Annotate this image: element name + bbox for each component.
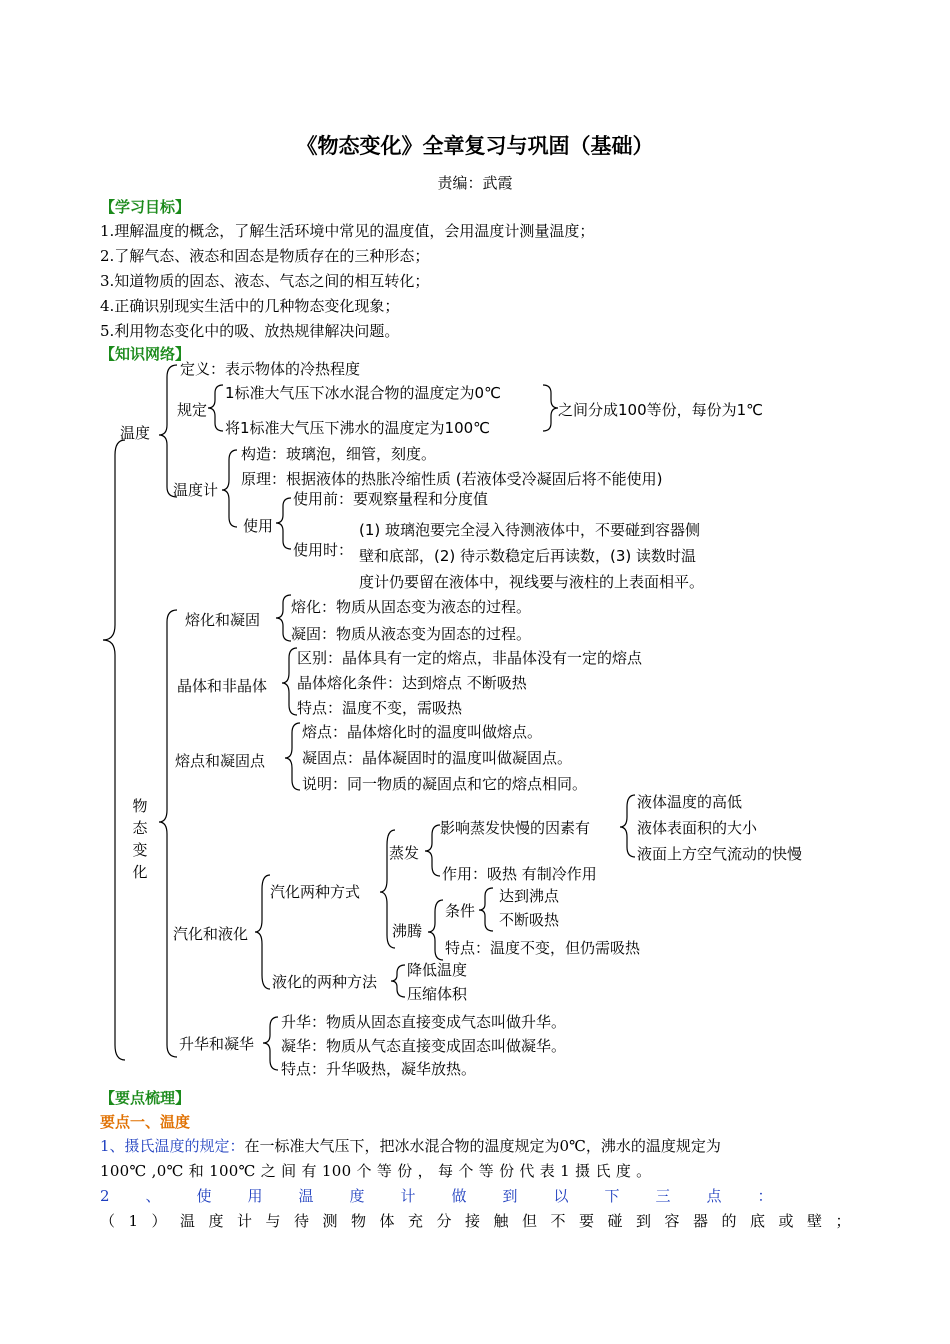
node-fangfa-1: 降低温度 (407, 961, 468, 979)
node-rongdian: 熔点：晶体熔化时的温度叫做熔点。 (302, 723, 543, 741)
brace-lines (95, 355, 855, 1080)
node-tedian-ft: 特点：温度不变，但仍需吸热 (445, 939, 641, 957)
node-guiding-result: 之间分成100等份，每份为1℃ (558, 401, 764, 419)
goal-item-2: 2.了解气态、液态和固态是物质存在的三种形态； (100, 247, 430, 265)
goal-item-1 (100, 220, 848, 241)
point2-item1: （1）温度计与待测物体充分接触但不要碰到容器的底或壁； (100, 1212, 865, 1230)
author: 责编：武霞 (437, 174, 513, 192)
node-ningudian: 凝固点：晶体凝固时的温度叫做凝固点。 (302, 749, 573, 767)
node-shenghua-ninghua: 升华和凝华 (179, 1035, 255, 1053)
goals-heading: 【学习目标】 (100, 198, 191, 216)
network-heading: 【知识网络】 (100, 345, 191, 363)
page-title: 《物态变化》全章复习与巩固（基础） (296, 134, 654, 158)
node-wendu-def: 定义：表示物体的冷热程度 (180, 360, 361, 378)
node-fangfa-2: 压缩体积 (407, 985, 468, 1003)
node-shuoming: 说明：同一物质的凝固点和它的熔点相同。 (302, 775, 588, 793)
node-tedian-jt: 特点：温度不变，需吸热 (297, 699, 463, 717)
node-wendu: 温度 (120, 424, 151, 442)
node-tiaojian: 条件 (445, 902, 476, 920)
goal-item-5: 5.利用物态变化中的吸、放热规律解决问题。 (100, 322, 400, 340)
node-yinsu-1: 液体温度的高低 (637, 793, 743, 811)
point1-title: 要点一、温度 (100, 1113, 191, 1131)
goal-item-4: 4.正确识别现实生活中的几种物态变化现象； (100, 297, 400, 315)
knowledge-map (95, 355, 855, 1080)
point1-rule-label: 1、摄氏温度的规定： (100, 1137, 245, 1155)
goal-item-3: 3.知道物质的固态、液态、气态之间的相互转化； (100, 272, 430, 290)
node-yehua-fangfa: 液化的两种方法 (272, 973, 378, 991)
node-feiteng: 沸腾 (392, 922, 423, 940)
point1-rule-text: 在一标准大气压下，把冰水混合物的温度规定为0℃，沸水的温度规定为 (244, 1137, 721, 1155)
node-qihua-yehua: 汽化和液化 (173, 925, 249, 943)
node-ronghua-ningu: 熔化和凝固 (185, 611, 261, 629)
node-guiding-2: 将1标准大气压下沸水的温度定为100℃ (225, 419, 491, 437)
point1-rule-line2: 100℃ ,0℃ 和 100℃ 之 间 有 100 个 等 份 ， 每 个 等 份 代 表 1 摄 氏 度 。 (100, 1162, 652, 1180)
node-tiaojian-jt: 晶体熔化条件：达到熔点 不断吸热 (297, 674, 527, 692)
goal-text-1: 1.理解温度的概念，了解生活环境中常见的温度值，会用温度计测量温度； (100, 222, 595, 240)
node-tedian-sh: 特点：升华吸热，凝华放热。 (281, 1060, 477, 1078)
node-ronghua: 熔化：物质从固态变为液态的过程。 (291, 598, 532, 616)
node-tiaojian-1: 达到沸点 (499, 887, 560, 905)
node-yinsu-2: 液体表面积的大小 (637, 819, 758, 837)
node-wenduji: 温度计 (173, 481, 219, 499)
point2-label: 2、使用温度计做到以下三点： (100, 1187, 809, 1205)
node-qihua-fangshi: 汽化两种方式 (270, 883, 361, 901)
node-gouzao: 构造：玻璃泡，细管，刻度。 (241, 445, 437, 463)
node-zuoyong: 作用：吸热 有制冷作用 (442, 865, 597, 883)
node-qubie: 区别：晶体具有一定的熔点，非晶体没有一定的熔点 (297, 649, 643, 667)
node-guiding: 规定 (177, 401, 208, 419)
node-shenghua: 升华：物质从固态直接变成气态叫做升华。 (281, 1013, 567, 1031)
node-tiaojian-2: 不断吸热 (499, 911, 560, 929)
node-rongdian-ningudian: 熔点和凝固点 (175, 752, 266, 770)
node-shiyong-qian: 使用前：要观察量程和分度值 (293, 490, 489, 508)
node-ninghua: 凝华：物质从气态直接变成固态叫做凝华。 (281, 1037, 567, 1055)
points-heading: 【要点梳理】 (100, 1089, 191, 1107)
point1-rule (100, 1135, 721, 1156)
node-shiyong: 使用 (243, 517, 274, 535)
node-wutai: 物态变化 (132, 797, 148, 881)
node-yuanli: 原理：根据液体的热胀冷缩性质 (若液体受冷凝固后将不能使用) (241, 470, 663, 488)
node-shiyong-shi-3: 度计仍要留在液体中，视线要与液柱的上表面相平。 (359, 573, 705, 591)
node-yinsu-3: 液面上方空气流动的快慢 (637, 845, 803, 863)
node-ningu: 凝固：物质从液态变为固态的过程。 (291, 625, 532, 643)
node-guiding-1: 1标准大气压下冰水混合物的温度定为0℃ (225, 384, 501, 402)
node-jingti: 晶体和非晶体 (177, 677, 268, 695)
node-shiyong-shi-1: (1) 玻璃泡要完全浸入待测液体中，不要碰到容器侧 (359, 521, 701, 539)
node-yingxiang: 影响蒸发快慢的因素有 (440, 819, 591, 837)
node-shiyong-shi-2: 壁和底部，(2) 待示数稳定后再读数，(3) 读数时温 (359, 547, 697, 565)
node-zhengfa: 蒸发 (389, 844, 420, 862)
node-shiyong-shi: 使用时： (293, 541, 354, 559)
